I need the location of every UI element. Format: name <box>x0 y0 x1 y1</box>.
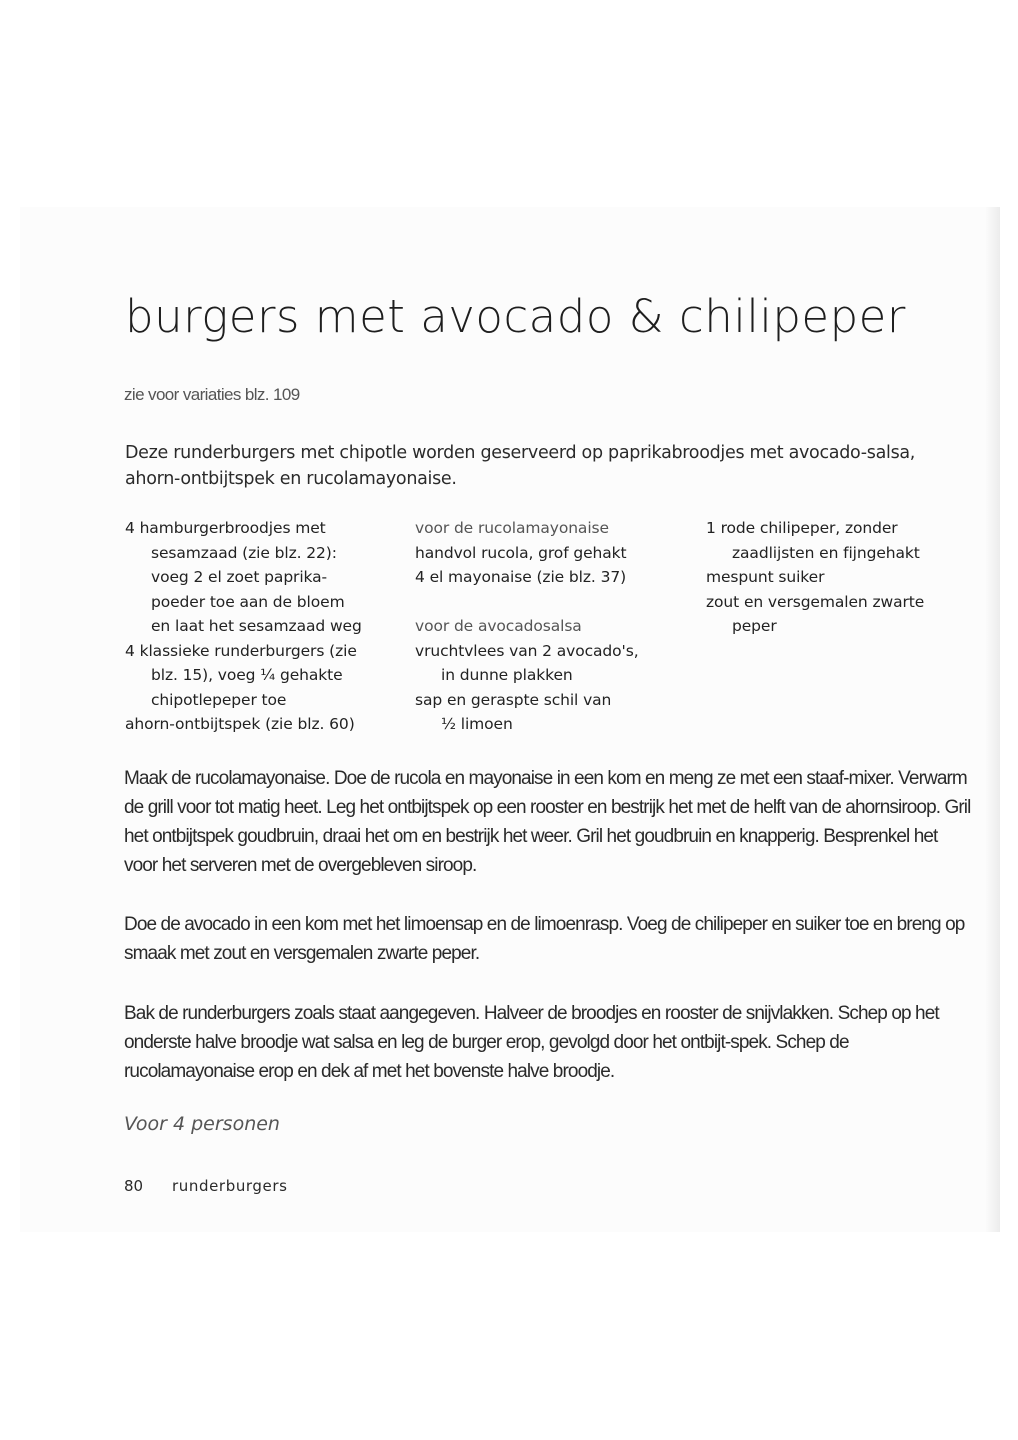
method-step-3: Bak de runderburgers zoals staat aangegeven. Halveer de broodjes en rooster de snijvlakken. Schep op het onderste halve broodje wat salsa en leg de burger erop, gevolgd door het ontbijt-spek. Schep de rucolamayonaise erop en dek af met het bovenste halve broodje. <box>124 1003 939 1082</box>
ingredient-line: 4 hamburgerbroodjes met <box>125 519 326 537</box>
ingredient-line: handvol rucola, grof gehakt <box>415 543 627 562</box>
ingredient-spacer <box>415 590 695 615</box>
ingredient-line: in dunne plakken <box>441 666 573 684</box>
ingredient-line: vruchtvlees van 2 avocado's, <box>415 641 639 660</box>
ingredient-group-heading: voor de rucolamayonaise <box>415 519 609 537</box>
method-step-2: Doe de avocado in een kom met het limoensap en de limoenrasp. Voeg de chilipeper en suiker toe en breng op smaak met zout en versgemalen zwarte peper. <box>124 914 965 964</box>
variations-reference: zie voor variaties blz. 109 <box>124 385 300 404</box>
ingredient-line: blz. 15), voeg ¼ gehakte <box>151 666 343 684</box>
ingredients-column-1 <box>125 516 405 737</box>
ingredient-group-heading: voor de avocadosalsa <box>415 617 582 635</box>
ingredient-line: peper <box>732 617 777 635</box>
ingredient-line: ahorn-ontbijtspek (zie blz. 60) <box>125 715 355 733</box>
ingredient-line: zaadlijsten en fijngehakt <box>732 543 920 562</box>
page-edge-shadow <box>986 207 1000 1232</box>
page-number: 80 <box>124 1177 144 1195</box>
section-name: runderburgers <box>172 1177 288 1195</box>
ingredient-line: sap en geraspte schil van <box>415 690 612 709</box>
ingredient-line: mespunt suiker <box>706 568 825 586</box>
ingredients-column-2 <box>415 516 695 737</box>
ingredient-line: en laat het sesamzaad weg <box>151 617 362 635</box>
ingredient-line: zout en versgemalen zwarte <box>706 592 925 611</box>
recipe-title: burgers met avocado & chilipeper <box>125 290 906 343</box>
ingredient-line: chipotlepeper toe <box>151 690 287 709</box>
ingredient-line: poeder toe aan de bloem <box>151 592 345 611</box>
ingredients-column-3 <box>706 516 976 639</box>
recipe-intro: Deze runderburgers met chipotle worden geserveerd op paprikabroodjes met avocado-salsa, ahorn-ontbijtspek en rucolamayonaise. <box>125 443 916 489</box>
ingredient-line: 4 el mayonaise (zie blz. 37) <box>415 568 627 586</box>
ingredient-line: sesamzaad (zie blz. 22): <box>151 543 337 562</box>
ingredient-line: 1 rode chilipeper, zonder <box>706 519 898 537</box>
ingredient-line: ½ limoen <box>441 715 513 733</box>
method-step-1: Maak de rucolamayonaise. Doe de rucola en mayonaise in een kom en meng ze met een staaf-mixer. Verwarm de grill voor tot matig heet. Leg het ontbijtspek op een rooster en bestrijk het met de helft van de ahornsiroop. Gril het ontbijtspek goudbruin, draai het om en bestrijk het weer. Gril het goudbruin en knapperig. Besprenkel het voor het serveren met de overgebleven siroop. <box>124 768 971 876</box>
servings: Voor 4 personen <box>124 1113 280 1135</box>
ingredient-line: voeg 2 el zoet paprika- <box>151 568 328 586</box>
ingredient-line: 4 klassieke runderburgers (zie <box>125 641 357 660</box>
page-footer <box>124 1177 288 1195</box>
